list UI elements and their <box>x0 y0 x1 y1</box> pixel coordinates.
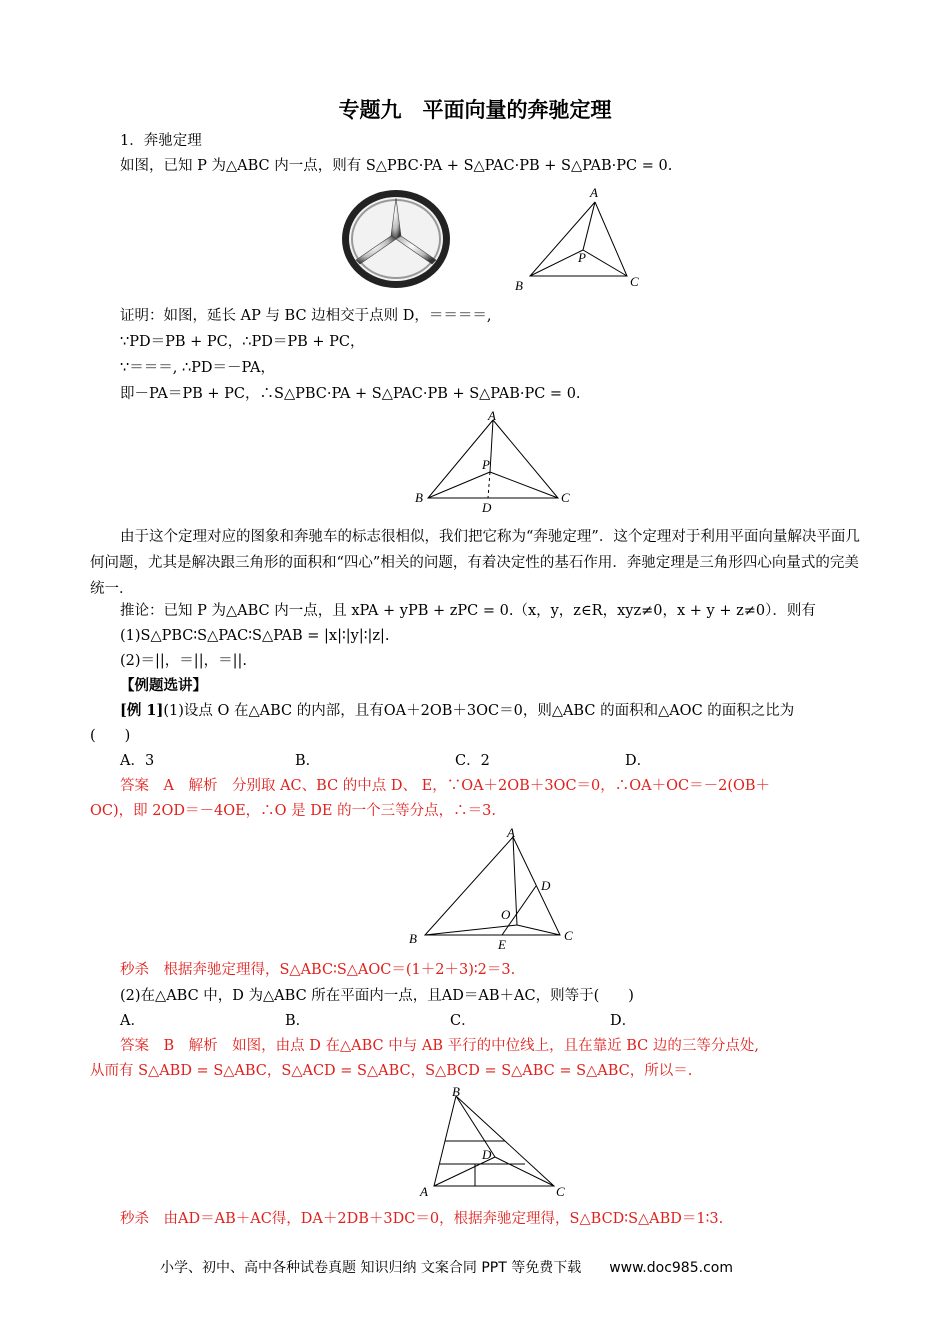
proof-line-1: 证明：如图，延长 AP 与 BC 边相交于点则 D，＝＝＝＝, <box>120 308 492 324</box>
q1-option-d: D． <box>625 753 652 769</box>
q1-answer-line-2: OC)，即 2OD＝－4OE，∴O 是 DE 的一个三等分点，∴＝3. <box>90 803 496 819</box>
q2-answer-line-2: 从而有 S△ABD = S△ABC，S△ACD = S△ABC，S△BCD = S△ABC = S△ABC，所以＝. <box>90 1063 693 1079</box>
corollary-part-1: (1)S△PBC∶S△PAC∶S△PAB = |x|∶|y|∶|z|. <box>120 628 390 644</box>
explanation-paragraph: 由于这个定理对应的图象和奔驰车的标志很相似，我们把它称为“奔驰定理”．这个定理对于利用平面向量解决平面几何问题，尤其是解决跟三角形的面积和“四心”相关的问题，有着决定性的基石作用．奔驰定理是三角形四心向量式的完美统一． <box>90 529 860 597</box>
q2-option-c: C． <box>450 1013 476 1029</box>
q2-option-a: A． <box>120 1013 145 1029</box>
example1-q1-paren: ( ) <box>90 728 131 744</box>
figure-triangle-odE <box>405 825 590 953</box>
figure-triangle-abcd <box>410 1082 580 1204</box>
label-p: P <box>482 457 490 472</box>
label-e: E <box>498 937 506 952</box>
label-p: P <box>578 250 586 265</box>
section-heading: 1．奔驰定理 <box>120 133 202 149</box>
figure-triangle-pd <box>408 410 578 515</box>
corollary: 推论：已知 P 为△ABC 内一点，且 xPA + yPB + zPC = 0.（x，y，z∈R，xyz≠0，x + y + z≠0）．则有 <box>120 603 816 619</box>
example1-q1 <box>120 701 794 721</box>
q1-answer-line-1: 答案 A 解析 分别取 AC、BC 的中点 D、 E，∵OA＋2OB＋3OC＝0，∴OA＋OC＝－2(OB＋ <box>120 778 771 794</box>
label-o: O <box>501 907 511 922</box>
example1-q2: (2)在△ABC 中，D 为△ABC 所在平面内一点，且AD＝AB＋AC，则等于( ) <box>120 988 634 1004</box>
label-b: B <box>452 1084 460 1099</box>
examples-heading: 【例题选讲】 <box>120 677 207 694</box>
example1-q1-text: (1)设点 O 在△ABC 的内部，且有OA＋2OB＋3OC＝0，则△ABC 的面积和△AOC 的面积之比为 <box>163 703 795 719</box>
label-c: C <box>561 490 570 505</box>
label-a: A <box>488 410 496 423</box>
q2-quick-solution: 秒杀 由AD＝AB＋AC得，DA＋2DB＋3DC＝0，根据奔驰定理得，S△BCD∶S△ABD＝1∶3. <box>120 1211 724 1227</box>
q1-option-c: C．2 <box>455 753 490 769</box>
q2-option-d: D． <box>610 1013 637 1029</box>
theorem-statement: 如图，已知 P 为△ABC 内一点，则有 S△PBC·PA + S△PAC·PB + S△PAB·PC = 0. <box>120 158 673 174</box>
label-c: C <box>630 274 639 289</box>
q1-quick-solution: 秒杀 根据奔驰定理得，S△ABC∶S△AOC＝(1＋2＋3)∶2＝3. <box>120 962 516 978</box>
corollary-part-2: (2)＝||，＝||，＝||. <box>120 653 247 669</box>
q2-answer-line-1: 答案 B 解析 如图，由点 D 在△ABC 中与 AB 平行的中位线上，且在靠近 BC 边的三等分点处, <box>120 1038 759 1054</box>
page-footer[interactable]: 小学、初中、高中各种试卷真题 知识归纳 文案合同 PPT 等免费下载 www.doc985.com <box>160 1260 733 1276</box>
label-b: B <box>409 931 417 946</box>
q1-option-b: B． <box>295 753 321 769</box>
q2-option-b: B． <box>285 1013 311 1029</box>
label-b: B <box>515 278 523 293</box>
example-label: [例 1] <box>120 702 164 719</box>
label-d: D <box>482 1147 492 1162</box>
label-c: C <box>564 928 573 943</box>
label-d: D <box>482 500 492 515</box>
label-a: A <box>507 825 515 840</box>
q1-option-a: A．3 <box>120 753 155 769</box>
proof-line-2: ∵PD＝PB + PC，∴PD＝PB + PC， <box>120 334 365 350</box>
label-a: A <box>590 185 598 200</box>
figure-triangle-p <box>505 180 645 295</box>
proof-line-3: ∵＝＝＝, ∴PD＝－PA， <box>120 360 275 376</box>
page-title: 专题九 平面向量的奔驰定理 <box>338 98 612 122</box>
mercedes-logo-icon <box>340 188 452 290</box>
label-c: C <box>556 1184 565 1199</box>
proof-line-4: 即－PA＝PB + PC，∴S△PBC·PA + S△PAC·PB + S△PAB·PC = 0. <box>120 386 581 402</box>
label-b: B <box>415 490 423 505</box>
label-d: D <box>541 878 551 893</box>
label-a: A <box>420 1184 428 1199</box>
